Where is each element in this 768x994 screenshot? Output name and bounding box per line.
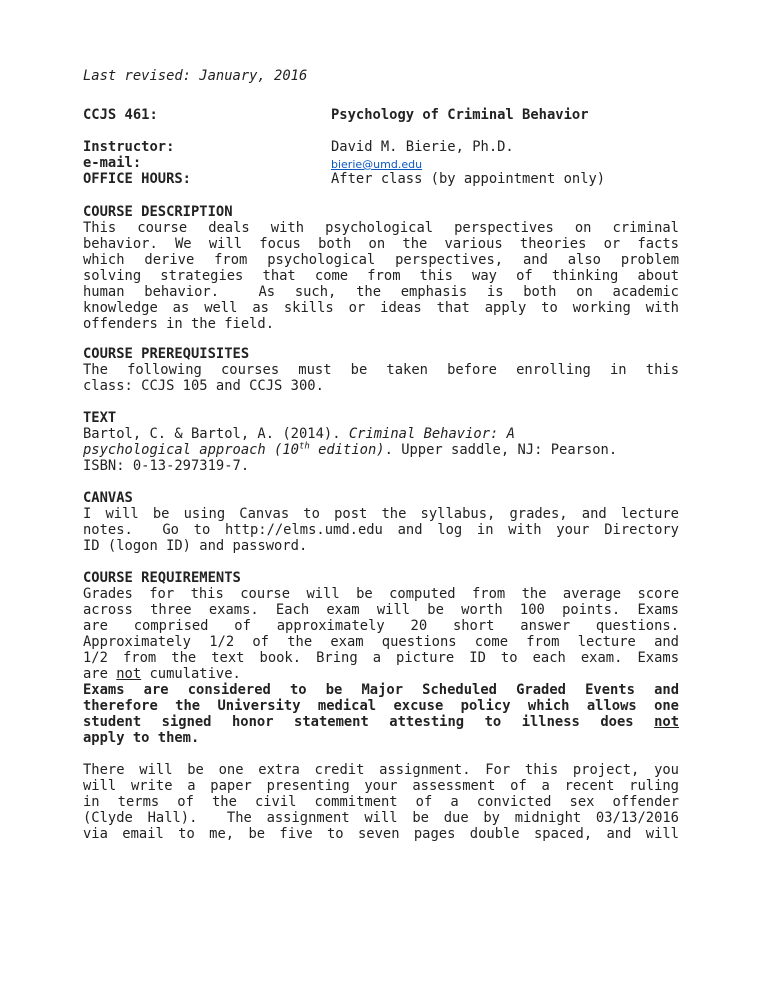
description-line: behavior. We will focus both on the various theories or facts xyxy=(83,236,679,252)
office-hours-value: After class (by appointment only) xyxy=(331,171,606,187)
requirements-not-emphasis: not xyxy=(116,666,142,682)
text-heading: TEXT xyxy=(83,410,117,426)
requirements-line: 1/2 from the text book. Bring a picture ID to each exam. Exams xyxy=(83,650,679,666)
description-line: This course deals with psychological perspectives on criminal xyxy=(83,220,679,236)
exams-policy-paragraph xyxy=(83,682,679,746)
description-paragraph xyxy=(83,220,679,332)
requirements-heading: COURSE REQUIREMENTS xyxy=(83,570,241,586)
textbook-edition: edition) xyxy=(309,442,385,458)
canvas-heading: CANVAS xyxy=(83,490,133,506)
requirements-paragraph xyxy=(83,586,679,682)
textbook-line-1 xyxy=(83,426,515,442)
textbook-title-cont: psychological approach (10 xyxy=(83,442,299,458)
course-title: Psychology of Criminal Behavior xyxy=(331,107,589,123)
extra-credit-paragraph xyxy=(83,762,679,842)
canvas-line: I will be using Canvas to post the syllabus, grades, and lecture xyxy=(83,506,679,522)
description-line: solving strategies that come from this way of thinking about xyxy=(83,268,679,284)
instructor-name: David M. Bierie, Ph.D. xyxy=(331,139,514,155)
extra-credit-line: via email to me, be five to seven pages double spaced, and will xyxy=(83,826,679,842)
textbook-isbn: ISBN: 0-13-297319-7. xyxy=(83,458,250,474)
canvas-paragraph xyxy=(83,506,679,554)
extra-credit-line: will write a paper presenting your assessment of a recent ruling xyxy=(83,778,679,794)
exams-policy-line: therefore the University medical excuse policy which allows one xyxy=(83,698,679,714)
requirements-text: cumulative. xyxy=(141,666,241,682)
prereq-paragraph xyxy=(83,362,679,394)
description-line: which derive from psychological perspectives, and also problem xyxy=(83,252,679,268)
exams-policy-not-emphasis: not xyxy=(654,714,679,730)
email-link[interactable]: bierie@umd.edu xyxy=(331,158,423,171)
description-line: human behavior. As such, the emphasis is both on academic xyxy=(83,284,679,300)
last-revised: Last revised: January, 2016 xyxy=(83,68,308,84)
email-label: e-mail: xyxy=(83,155,142,171)
prereq-line: The following courses must be taken before enrolling in this xyxy=(83,362,679,378)
textbook-title: Criminal Behavior: A xyxy=(348,426,515,442)
textbook-authors: Bartol, C. & Bartol, A. (2014). xyxy=(83,426,349,442)
canvas-line: notes. Go to http://elms.umd.edu and log in with your Directory xyxy=(83,522,679,538)
requirements-line: are comprised of approximately 20 short answer questions. xyxy=(83,618,679,634)
exams-policy-line: apply to them. xyxy=(83,730,200,746)
exams-policy-text: student signed honor statement attesting to illness does xyxy=(83,714,655,730)
extra-credit-line: in terms of the civil commitment of a convicted sex offender xyxy=(83,794,679,810)
prereq-heading: COURSE PREREQUISITES xyxy=(83,346,250,362)
extra-credit-line: There will be one extra credit assignment. For this project, you xyxy=(83,762,679,778)
requirements-line xyxy=(83,666,679,682)
office-hours-label: OFFICE HOURS: xyxy=(83,171,191,187)
course-code: CCJS 461: xyxy=(83,107,158,123)
exams-policy-line: Exams are considered to be Major Scheduled Graded Events and xyxy=(83,682,679,698)
description-heading: COURSE DESCRIPTION xyxy=(83,204,233,220)
textbook-publisher: . Upper saddle, NJ: Pearson. xyxy=(384,442,618,458)
requirements-text: are xyxy=(83,666,117,682)
exams-policy-line xyxy=(83,714,679,730)
requirements-line: across three exams. Each exam will be worth 100 points. Exams xyxy=(83,602,679,618)
prereq-line: class: CCJS 105 and CCJS 300. xyxy=(83,378,324,394)
requirements-line: Grades for this course will be computed from the average score xyxy=(83,586,679,602)
textbook-line-2 xyxy=(83,442,617,458)
requirements-line: Approximately 1/2 of the exam questions come from lecture and xyxy=(83,634,679,650)
canvas-line: ID (logon ID) and password. xyxy=(83,538,308,554)
description-line: offenders in the field. xyxy=(83,316,275,332)
textbook-edition-sup: th xyxy=(298,441,310,452)
instructor-label: Instructor: xyxy=(83,139,175,155)
extra-credit-line: (Clyde Hall). The assignment will be due by midnight 03/13/2016 xyxy=(83,810,679,826)
description-line: knowledge as well as skills or ideas that apply to working with xyxy=(83,300,679,316)
